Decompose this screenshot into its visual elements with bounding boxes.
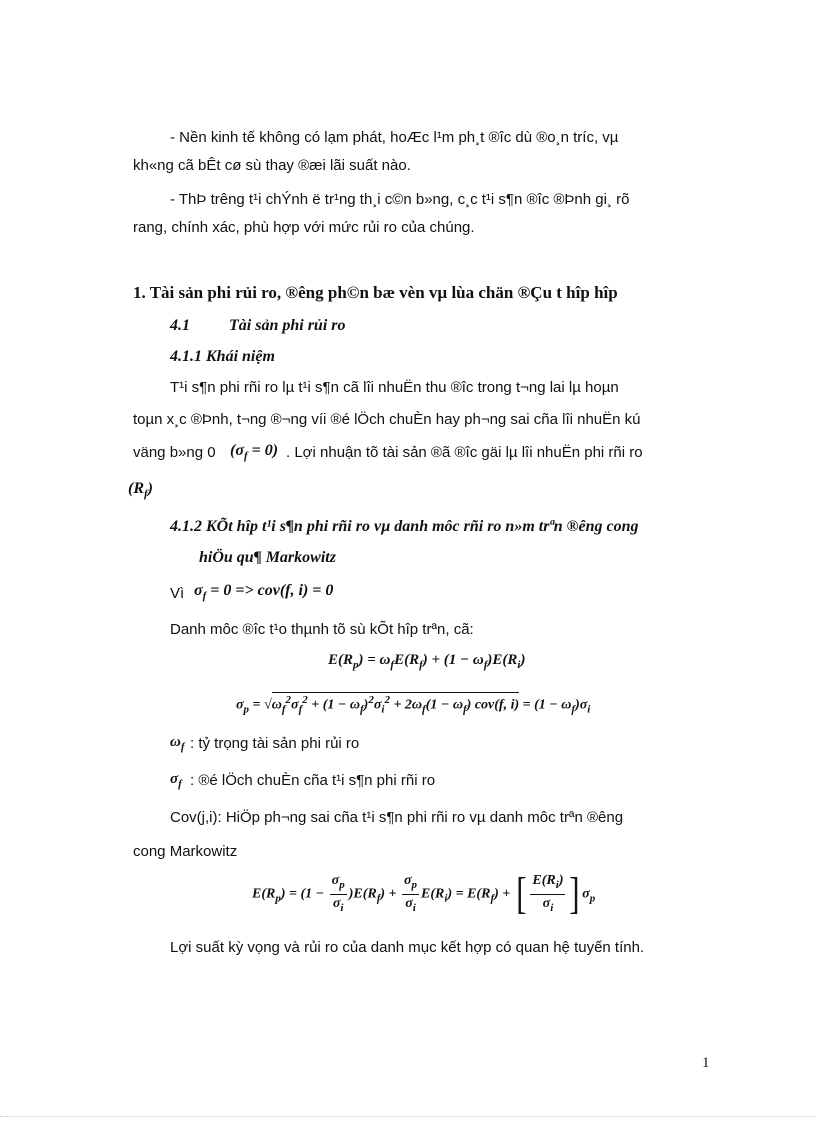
paragraph-line: - ThÞ trêng t¹i chÝnh ë tr¹ng th¸i c©n b»ng, c¸c t¹i s¶n ®îc ®Þnh gi¸ rõ (170, 191, 630, 208)
definition-omega-f: : tỷ trọng tài sản phi rủi ro (190, 735, 360, 752)
section-heading: 1. Tài sản phi rủi ro, ®êng ph©n bæ vèn vµ lùa chän ®Çu t hîp hîp (133, 283, 618, 302)
equation-expected-return: $E(R_p) = \omega_fE(R_f) + (1 - \omega_f)E(R_i)$ (328, 652, 526, 671)
subsection-title-4-1-1: 4.1.1 Khái niệm (170, 348, 275, 365)
paragraph-line: - Nền kinh tế không có lạm phát, hoÆc l¹m ph¸t ®îc dù ®o¸n tríc, vµ (170, 129, 619, 146)
body-line: Vì (170, 585, 185, 602)
definition-sigma-f: : ®é lÖch chuÈn cña t¹i s¶n phi rñi ro (190, 772, 436, 789)
body-line: väng b»ng 0 (133, 444, 216, 461)
page-number: 1 (702, 1055, 710, 1071)
body-line: toµn x¸c ®Þnh, t¬ng ®¬ng víi ®é lÖch chuÈn hay ph¬ng sai cña lîi nhuËn kú (133, 411, 641, 428)
body-line: cong Markowitz (133, 843, 238, 860)
body-line: T¹i s¶n phi rñi ro lµ t¹i s¶n cã lîi nhuËn thu ®îc trong t¬ng lai lµ hoµn (170, 379, 619, 396)
equation-sigma-f-zero: $(\sigma_f = 0)$ (230, 442, 279, 463)
equation-cov-zero: $\sigma_f = 0 => cov(f$, i) = 0 (194, 582, 334, 603)
body-line: Cov(j,i): HiÖp ph¬ng sai cña t¹i s¶n phi rñi ro vµ danh môc trªn ®êng (170, 809, 624, 826)
paragraph-line: kh«ng cã bÊt cø sù thay ®æi lãi suất nào. (133, 157, 411, 174)
subsection-number: 4.1 (170, 317, 190, 334)
body-line: Danh môc ®îc t¹o thµnh tõ sù kÕt hîp trªn, cã: (170, 621, 474, 638)
equation-cal: $E(R_p) = (1$ − $\frac{\sigma_p}{\sigma_i}$ )$E(R_f)$ + $\frac{\sigma_p}{\sigma_i}$ $E(R_i) = E(R_f)$ + [ $\frac{E(R_i)}{\sigma_i}$ ] $\sigma_p$ (252, 869, 596, 919)
equation-portfolio-sigma: $\sigma_p = √\omega_f^2\sigma_f^2 + (1 - \omega_f)^2\sigma_i^2 + 2\omega_f(1 - \omega_f)$ cov(f, $i) = (1 - \omega_f)\sigma_i$ (236, 694, 591, 716)
symbol-sigma-f: $\sigma_f$ (170, 771, 182, 790)
paragraph-line: rang, chính xác, phù hợp với mức rủi ro của chúng. (133, 219, 475, 236)
page-bottom-divider (0, 1116, 816, 1117)
body-line: . Lợi nhuận tõ tài sản ®ã ®îc gäi lµ lîi nhuËn phi rñi ro (286, 444, 643, 461)
symbol-omega-f: $\omega_f$ (170, 734, 185, 753)
subsection-title-4-1-2: 4.1.2 KÕt hîp t¹i s¶n phi rñi ro vµ danh môc rñi ro n»m trªn ®êng cong (170, 518, 639, 535)
equation-rf: $(R_f)$ (128, 480, 153, 501)
subsection-title: Tài sản phi rủi ro (229, 317, 346, 334)
body-line: Lợi suất kỳ vọng và rủi ro của danh mục kết hợp có quan hệ tuyến tính. (170, 939, 645, 956)
subsection-title-4-1-2-cont: hiÖu qu¶ Markowitz (199, 549, 336, 566)
